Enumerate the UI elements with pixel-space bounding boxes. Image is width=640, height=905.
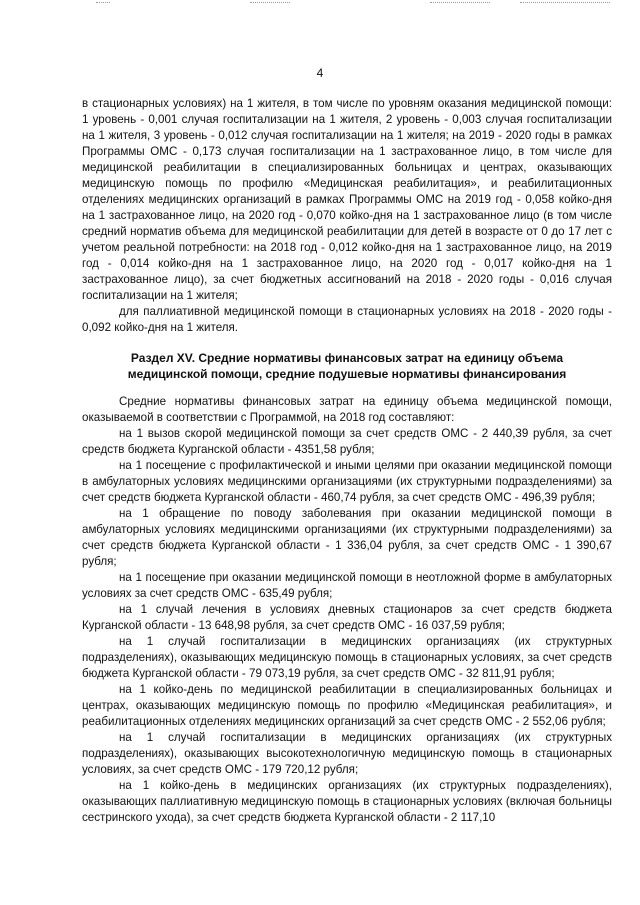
paragraph: на 1 койко-день в медицинских организациях (их структурных подразделениях), оказывающих паллиативную медицинскую помощь в стационарных условиях (включая больницы сестринского ухода), за счет средств бюджета Курганской области - 2 117,10	[82, 779, 612, 824]
paragraph: на 1 посещение при оказании медицинской помощи в неотложной форме в амбулаторных условиях за счет средств ОМС - 635,49 рубля;	[82, 571, 612, 600]
paragraph: для паллиативной медицинской помощи в стационарных условиях на 2018 - 2020 годы - 0,092 койко-дня на 1 жителя.	[82, 305, 612, 334]
page-number: 4	[316, 66, 324, 80]
scan-artifact-line	[96, 2, 110, 3]
paragraph: в стационарных условиях) на 1 жителя, в том числе по уровням оказания медицинской помощи: 1 уровень - 0,001 случая госпитализации на 1 жителя, 2 уровень - 0,003 случая госпитализации на 1 жителя, 3 уровень - 0,012 случая госпитализации на 1 жителя; на 2019 - 2020 годы в рамках Программы ОМС - 0,173 случая госпитализации на 1 застрахованное лицо, в том числе для медицинской реабилитации в специализированных больницах и центрах, оказывающих медицинскую помощь по профилю «Медицинская реабилитация», и реабилитационных отделениях медицинских организаций в рамках Программы ОМС на 2019 год - 0,058 койко-дня на 1 застрахованное лицо, на 2020 год - 0,070 койко-дня на 1 застрахованное лицо (в том числе средний норматив объема для медицинской реабилитации для детей в возрасте от 0 до 17 лет с учетом реальной потребности: на 2018 год - 0,012 койко-дня на 1 застрахованное лицо, на 2019 год - 0,014 койко-дня на 1 застрахованное лицо, на 2020 год - 0,017 койко-дня на 1 застрахованное лицо), за счет бюджетных ассигнований на 2018 - 2020 годы - 0,016 случая госпитализации на 1 жителя;	[82, 97, 612, 302]
paragraph: на 1 случай госпитализации в медицинских организациях (их структурных подразделениях), оказывающих медицинскую помощь в стационарных условиях, за счет средств бюджета Курганской области - 79 073,19 рубля, за счет средств ОМС - 32 811,91 рубля;	[82, 635, 612, 680]
paragraph: Средние нормативы финансовых затрат на единицу объема медицинской помощи, оказываемой в соответствии с Программой, на 2018 год составляют:	[82, 395, 612, 424]
scan-artifact-line	[430, 2, 490, 3]
scan-artifact-line	[520, 2, 610, 3]
paragraph: на 1 случай госпитализации в медицинских организациях (их структурных подразделениях), оказывающих высокотехнологичную медицинскую помощь в стационарных условиях, за счет средств ОМС - 179 720,12 рубля;	[82, 731, 612, 776]
paragraph: на 1 случай лечения в условиях дневных стационаров за счет средств бюджета Курганской области - 13 648,98 рубля, за счет средств ОМС - 16 037,59 рубля;	[82, 603, 612, 632]
section-heading	[82, 350, 612, 382]
section-heading-line: Раздел XV. Средние нормативы финансовых затрат на единицу объема	[130, 351, 564, 365]
paragraph: на 1 вызов скорой медицинской помощи за счет средств ОМС - 2 440,39 рубля, за счет средств бюджета Курганской области - 4351,58 рубля;	[82, 427, 612, 456]
paragraph: на 1 посещение с профилактической и иными целями при оказании медицинской помощи в амбулаторных условиях медицинскими организациями (их структурными подразделениями) за счет средств бюджета Курганской области - 460,74 рубля, за счет средств ОМС - 496,39 рубля;	[82, 459, 612, 504]
paragraph: на 1 койко-день по медицинской реабилитации в специализированных больницах и центрах, оказывающих медицинскую помощь по профилю «Медицинская реабилитация», и реабилитационных отделениях медицинских организаций за счет средств ОМС - 2 552,06 рубля;	[82, 683, 612, 728]
document-body	[82, 96, 612, 826]
section-heading-line: медицинской помощи, средние подушевые нормативы финансирования	[127, 367, 567, 381]
scan-artifact-line	[250, 2, 290, 3]
paragraph: на 1 обращение по поводу заболевания при оказании медицинской помощи в амбулаторных условиях медицинскими организациями (их структурными подразделениями) за счет средств бюджета Курганской области - 1 336,04 рубля, за счет средств ОМС - 1 390,67 рубля;	[82, 507, 612, 568]
